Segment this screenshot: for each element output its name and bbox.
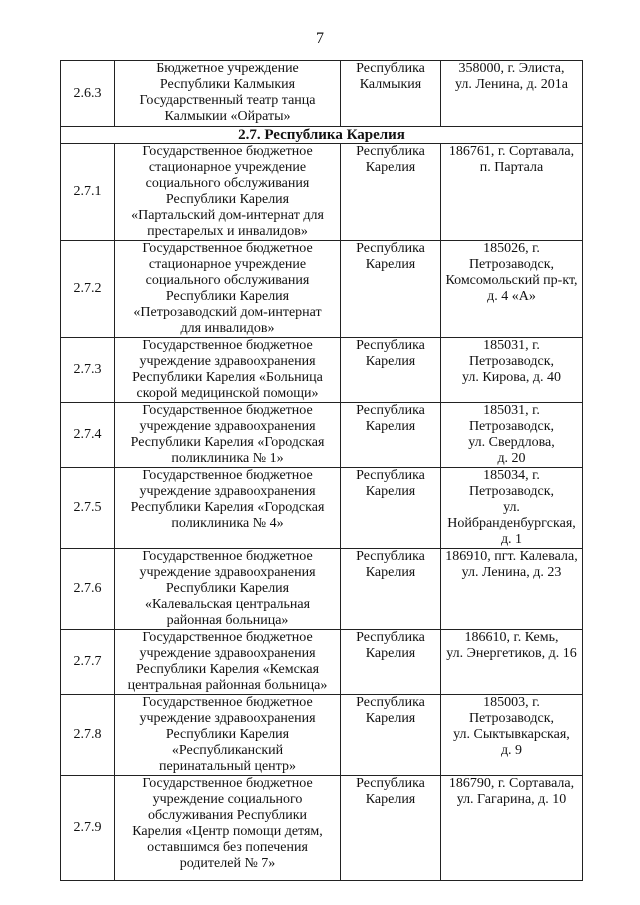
item-number: 2.6.3 — [61, 61, 115, 127]
region: Республика Карелия — [341, 776, 441, 881]
institution-name: Бюджетное учреждение Республики Калмыкия Государственный театр танца Калмыкии «Ойраты» — [115, 61, 341, 127]
address: 185003, г. Петрозаводск, ул. Сыктывкарская, д. 9 — [441, 695, 583, 776]
institution-name: Государственное бюджетное учреждение здравоохранения Республики Карелия «Больница скорой медицинской помощи» — [115, 338, 341, 403]
item-number: 2.7.8 — [61, 695, 115, 776]
region: Республика Карелия — [341, 403, 441, 468]
address: 186610, г. Кемь, ул. Энергетиков, д. 16 — [441, 630, 583, 695]
address: 186910, пгт. Калевала, ул. Ленина, д. 23 — [441, 549, 583, 630]
page-number: 7 — [316, 30, 324, 47]
address: 358000, г. Элиста, ул. Ленина, д. 201а — [441, 61, 583, 127]
table-row — [61, 61, 583, 127]
section-title: 2.7. Республика Карелия — [61, 127, 583, 144]
table-row — [61, 549, 583, 630]
institution-name: Государственное бюджетное учреждение здравоохранения Республики Карелия «Городская поликлиника № 4» — [115, 468, 341, 549]
table-row — [61, 403, 583, 468]
item-number: 2.7.6 — [61, 549, 115, 630]
table-row — [61, 144, 583, 241]
institution-name: Государственное бюджетное учреждение здравоохранения Республики Карелия «Кемская центральная районная больница» — [115, 630, 341, 695]
item-number: 2.7.2 — [61, 241, 115, 338]
institution-name: Государственное бюджетное учреждение здравоохранения Республики Карелия «Городская поликлиника № 1» — [115, 403, 341, 468]
institution-name: Государственное бюджетное учреждение здравоохранения Республики Карелия «Республиканский перинатальный центр» — [115, 695, 341, 776]
section-header-row — [61, 127, 583, 144]
table-row — [61, 695, 583, 776]
region: Республика Карелия — [341, 468, 441, 549]
address: 185031, г. Петрозаводск, ул. Кирова, д. 40 — [441, 338, 583, 403]
item-number: 2.7.4 — [61, 403, 115, 468]
region: Республика Карелия — [341, 338, 441, 403]
item-number: 2.7.7 — [61, 630, 115, 695]
table-row — [61, 241, 583, 338]
address: 186761, г. Сортавала, п. Партала — [441, 144, 583, 241]
table-row — [61, 338, 583, 403]
institution-name: Государственное бюджетное учреждение социального обслуживания Республики Карелия «Центр помощи детям, оставшимся без попечения родителей № 7» — [115, 776, 341, 881]
address: 185031, г. Петрозаводск, ул. Свердлова, д. 20 — [441, 403, 583, 468]
region: Республика Карелия — [341, 144, 441, 241]
institution-name: Государственное бюджетное стационарное учреждение социального обслуживания Республики Карелия «Петрозаводский дом-интернат для инвалидов» — [115, 241, 341, 338]
address: 186790, г. Сортавала, ул. Гагарина, д. 10 — [441, 776, 583, 881]
item-number: 2.7.9 — [61, 776, 115, 881]
region: Республика Карелия — [341, 549, 441, 630]
item-number: 2.7.5 — [61, 468, 115, 549]
institutions-table — [60, 60, 583, 881]
region: Республика Карелия — [341, 241, 441, 338]
region: Республика Карелия — [341, 630, 441, 695]
region: Республика Калмыкия — [341, 61, 441, 127]
table-row — [61, 776, 583, 881]
item-number: 2.7.1 — [61, 144, 115, 241]
item-number: 2.7.3 — [61, 338, 115, 403]
table-row — [61, 630, 583, 695]
institution-name: Государственное бюджетное стационарное учреждение социального обслуживания Республики Карелия «Партальский дом-интернат для престарелых и инвалидов» — [115, 144, 341, 241]
institution-name: Государственное бюджетное учреждение здравоохранения Республики Карелия «Калевальская центральная районная больница» — [115, 549, 341, 630]
address: 185026, г. Петрозаводск, Комсомольский пр-кт, д. 4 «А» — [441, 241, 583, 338]
address: 185034, г. Петрозаводск, ул. Нойбранденбургская, д. 1 — [441, 468, 583, 549]
table-row — [61, 468, 583, 549]
region: Республика Карелия — [341, 695, 441, 776]
